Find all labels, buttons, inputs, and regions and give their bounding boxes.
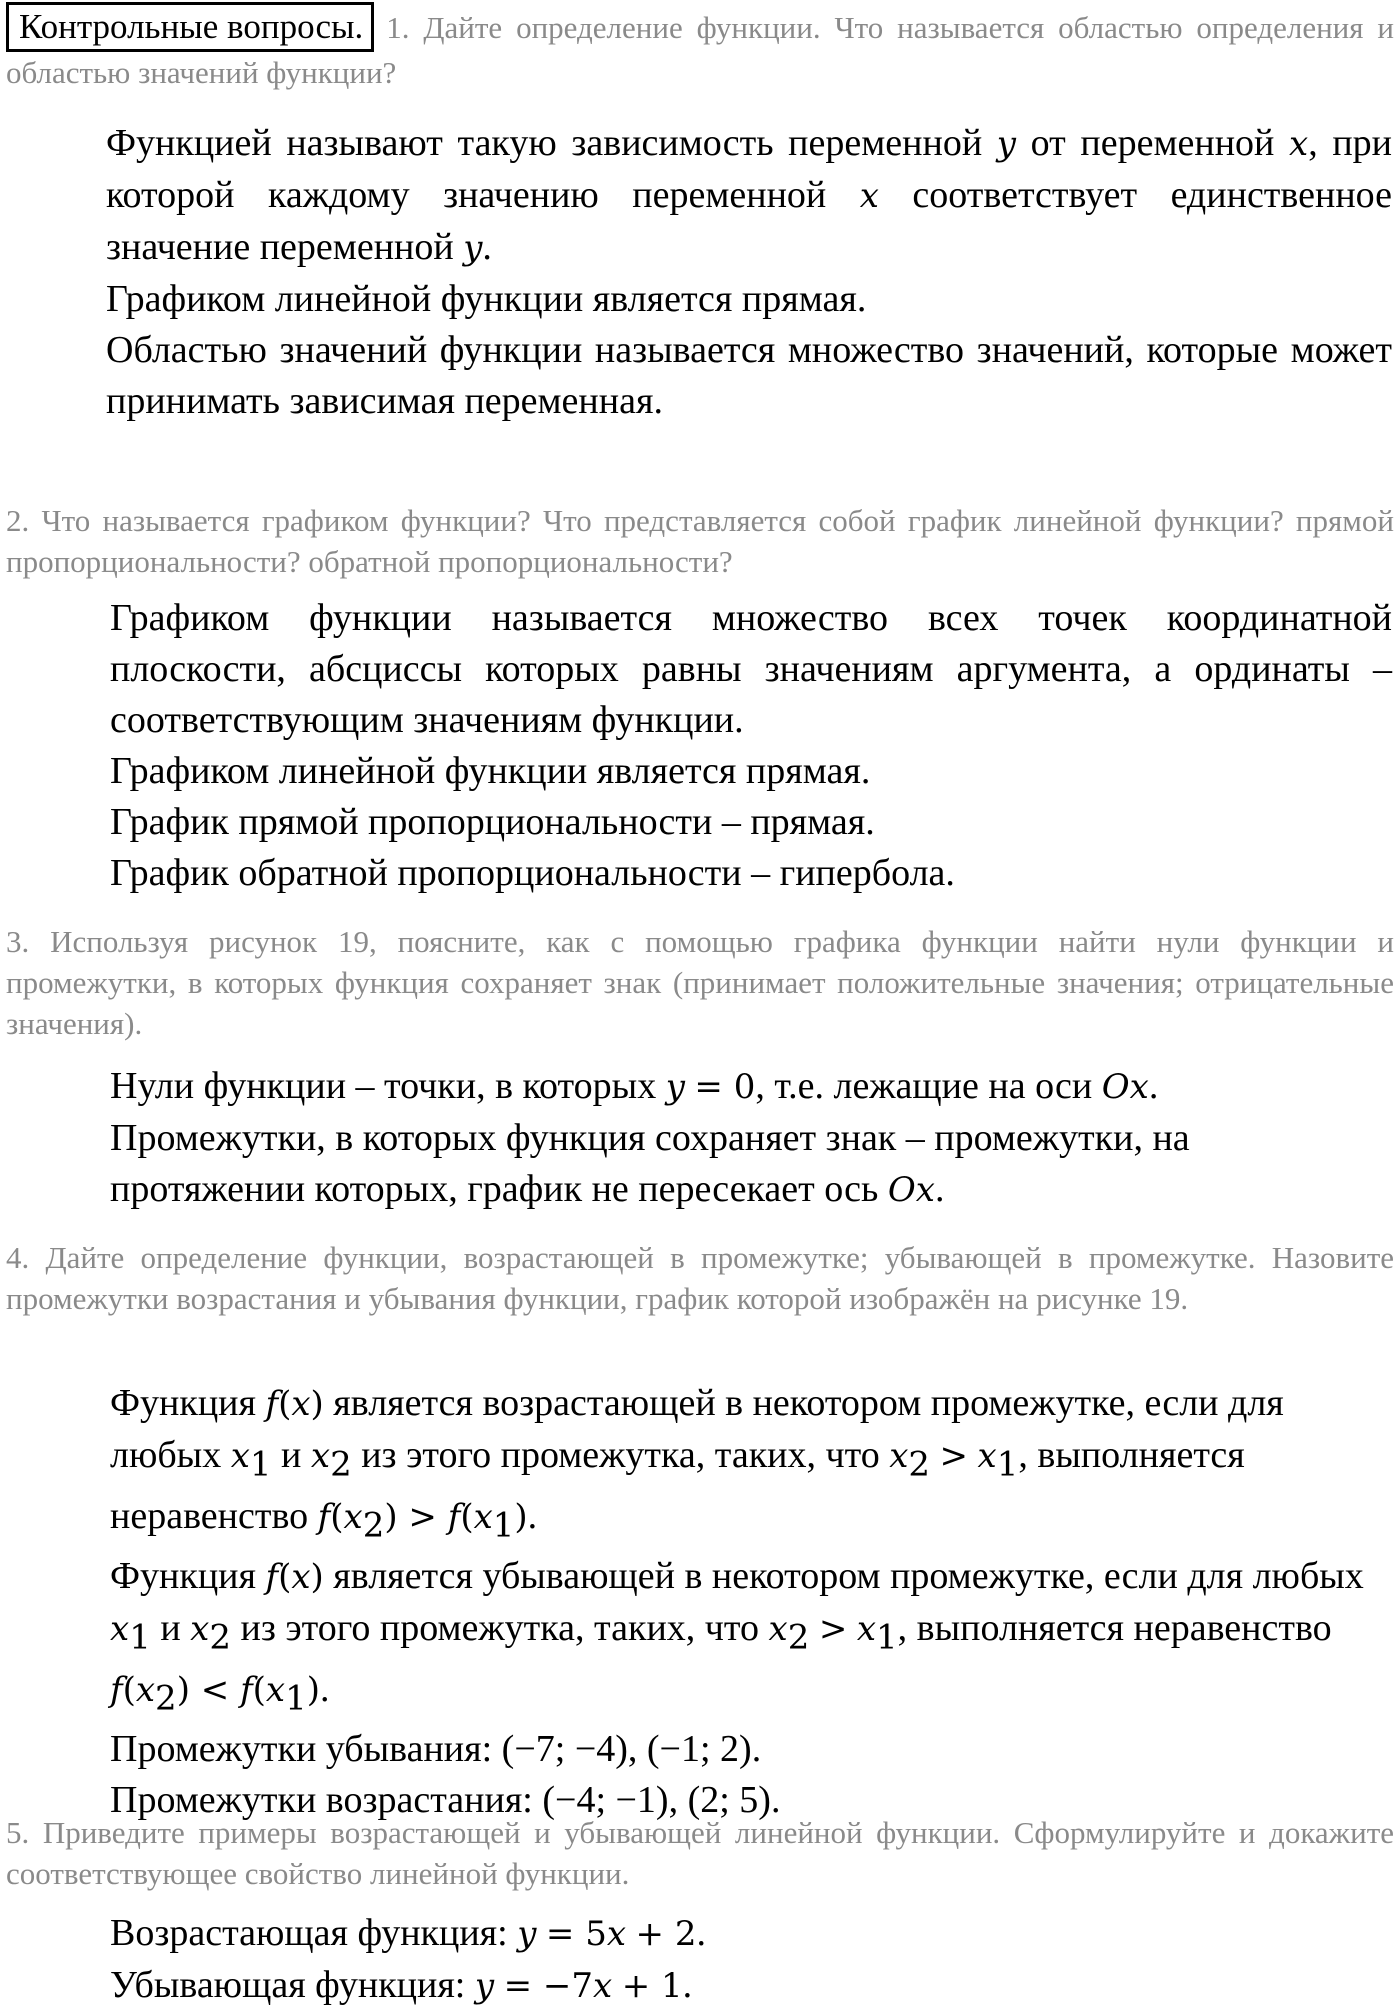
- answer-5-paragraph-1: Возрастающая функция: y = 5x + 2.: [110, 1912, 706, 1954]
- answer-3-paragraph-1: Нули функции – точки, в которых y = 0, т.е. лежащие на оси Ox.: [110, 1065, 1159, 1107]
- section-header: Контрольные вопросы.: [6, 2, 374, 52]
- answer-4-paragraph-3: Промежутки убывания: (−7; −4), (−1; 2).: [110, 1728, 762, 1771]
- answer-4: [110, 1378, 1392, 1826]
- answer-1-paragraph-3: Областью значений функции называется множество значений, которые может принимать зависимая переменная.: [106, 329, 1392, 422]
- answer-2-paragraph-4: График обратной пропорциональности – гипербола.: [110, 852, 955, 894]
- answer-2-paragraph-1: Графиком функции называется множество всех точек координатной плоскости, абсциссы которых равны значениям аргумента, а ординаты – соответствующим значениям функции.: [110, 597, 1392, 741]
- answer-3: [110, 1061, 1392, 1216]
- question-4: 4. Дайте определение функции, возрастающей в промежутке; убывающей в промежутке. Назовите промежутки возрастания и убывания функции, график которой изображён на рисунке 19.: [6, 1240, 1394, 1316]
- answer-1-paragraph-1: Функцией называют такую зависимость переменной y от переменной x, при которой каждому значению переменной x соответствует единственное значение переменной y.: [106, 122, 1393, 268]
- answer-5-paragraph-2: Убывающая функция: y = −7x + 1.: [110, 1964, 693, 2006]
- answer-4-paragraph-4: Промежутки возрастания: (−4; −1), (2; 5).: [110, 1779, 781, 1822]
- answer-2-paragraph-3: График прямой пропорциональности – прямая.: [110, 801, 875, 843]
- answer-5: [110, 1908, 1392, 2012]
- question-5: 5. Приведите примеры возрастающей и убывающей линейной функции. Сформулируйте и докажите соответствующее свойство линейной функции.: [6, 1815, 1394, 1891]
- question-1: [6, 2, 1394, 93]
- answer-3-paragraph-2: Промежутки, в которых функция сохраняет знак – промежутки, на протяжении которых, график не пересекает ось Ox.: [110, 1117, 1190, 1210]
- question-3: 3. Используя рисунок 19, поясните, как с помощью графика функции найти нули функции и промежутки, в которых функция сохраняет знак (принимает положительные значения; отрицательные значения).: [6, 924, 1394, 1041]
- question-2: 2. Что называется графиком функции? Что представляется собой график линейной функции? прямой пропорциональности? обратной пропорциональности?: [6, 503, 1394, 579]
- answer-4-paragraph-2: Функция f(x) является убывающей в некотором промежутке, если для любых $x_1$ и $x_2$ из этого промежутка, таких, что $x_2 > x_1$, выполняется неравенство $f(x_2) < f(x_1)$.: [110, 1555, 1364, 1719]
- question-1-text: 1. Дайте определение функции. Что называется областью определения и областью значений функции?: [6, 10, 1394, 90]
- answer-1-paragraph-2: Графиком линейной функции является прямая.: [106, 278, 867, 320]
- answer-2-paragraph-2: Графиком линейной функции является прямая.: [110, 750, 871, 792]
- answer-2: [110, 593, 1392, 899]
- answer-4-paragraph-1: Функция f(x) является возрастающей в некотором промежутке, если для любых $x_1$ и $x_2$ из этого промежутка, таких, что $x_2 > x_1$, выполняется неравенство $f(x_2) > f(x_1)$.: [110, 1382, 1284, 1546]
- answer-1: [106, 118, 1392, 427]
